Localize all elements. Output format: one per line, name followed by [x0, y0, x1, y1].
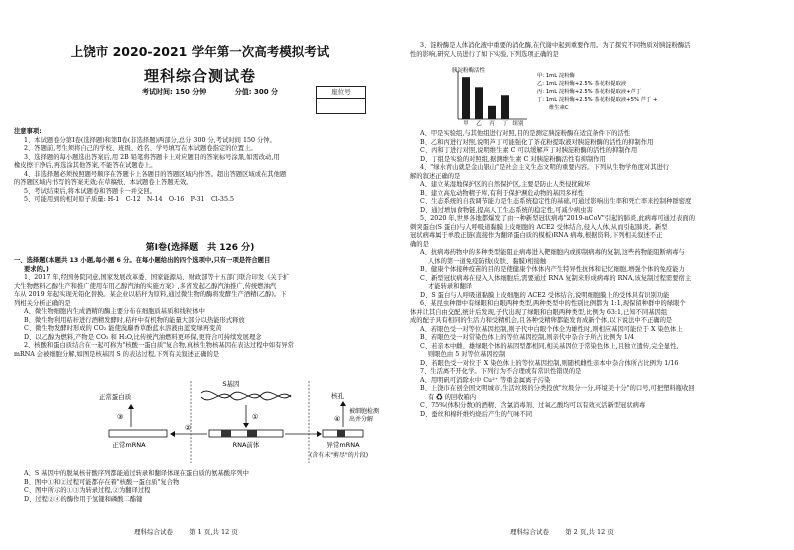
- legend-entry: 乙: 1mL 淀粉酶+2.5% 茶花粉提取液: [537, 81, 627, 87]
- answer-option: B、图中①和②过程可能都存在着"核酸一蛋白质"复合物: [24, 478, 180, 486]
- arrowhead-icon: [170, 431, 175, 437]
- question-text: 6、某昆虫种群中有绿眼和白眼两种类型,两种类型中的性别比例都为 1:1,现保留种群中的绿眼个: [420, 300, 686, 307]
- q2-options: [14, 470, 386, 504]
- bar-2: [488, 106, 496, 119]
- question-text: 车从 2019 年起实现无铅化替换。某企业以秸秆为原料,通过微生物的酶将发酵生产酒精(乙醇)。下: [14, 291, 287, 298]
- chart-ylabel: 胰淀粉酶活性: [452, 68, 486, 74]
- footer-page: 第 1 页,共 12 页: [189, 528, 238, 536]
- abnormal-segment: [337, 430, 345, 437]
- page-left: [14, 0, 386, 550]
- precursor-label: RNA前体: [232, 441, 260, 449]
- question-text: 2、核酸和蛋白质结合在一起可称为"核酸一蛋白质"复合物,真核生物核基因在表达过程中如有异常: [24, 342, 294, 349]
- answer-option: D、蚕丝和棉纤维灼烧后产生的气味不同: [420, 410, 533, 418]
- exam-subtitle: 理科综合测试卷: [143, 67, 256, 85]
- seat-number-box: [316, 86, 366, 114]
- answer-option: A、甲是实验组,与其他组进行对照,目的是测定胰淀粉酶在适宜条件下的活性: [420, 130, 631, 137]
- answer-option: D、以乙醇为燃料,产物是 CO₂ 和 H₂O,比传统汽油燃料更环保,更符合可持续发展理念: [24, 333, 262, 341]
- question-text: 7、生活离不开化学。下列行为不合理或有常识性错误的是: [420, 368, 582, 375]
- answer-option: C、75%(体积分数)的酒精、含氯消毒剂、过氧乙酸均可以有效灭活新型冠状病毒: [420, 402, 646, 409]
- answer-option-cont: 人体的第一道免疫防线(皮肤、黏膜)相接触: [428, 257, 547, 265]
- exam-meta: [142, 88, 304, 97]
- answer-option: B、若眼色受一对常染色体上的等位基因控制,则亲代中杂合子所占比例为 1/4: [420, 334, 634, 341]
- answer-option: B、上饶市在创全国文明城市,生活垃圾的分类投放"垃圾分一分,环境美十分"的口号,可把塑料瓶收回: [420, 385, 695, 392]
- category-label: 乙: [476, 121, 482, 127]
- note-item: 2、答题前,考生须将自己的学校、班级、姓名、学号填写在本试题卷指定的位置上。: [24, 145, 257, 152]
- step2-label: ②: [185, 424, 192, 432]
- question-text: 大生物燃料乙醇生产和推广使用车用乙醇汽油的实施方案》,多省发起乙醇汽油推广,传统燃油汽: [14, 282, 277, 290]
- legend-entry: 甲: 1mL 淀粉酶: [537, 73, 575, 79]
- answer-option: B、乙和丙进行对照,说明芦丁可能强化了茶花粉提取液对胰淀粉酶的活性的抑制作用: [420, 138, 654, 146]
- abnormal-mrna-label: 异常mRNA: [326, 441, 360, 449]
- rna-precursor-bar: [209, 430, 283, 437]
- question-text: 成的配子具有相同的生活力和受精机会,且各种受精卵都能发育成新个体,以下说法中不正确的是: [410, 317, 673, 324]
- step3-label: ③: [117, 413, 124, 421]
- exam-score: 分值: 300 分: [234, 88, 279, 96]
- notes-heading: 注意事项:: [14, 128, 42, 135]
- page-right: [410, 0, 782, 550]
- question-text: 4、"绿水青山就是金山银山"是社会主义生态文明的重要内容。下列从生物学角度对其进行: [420, 164, 670, 171]
- exam-time: 考试时间: 150 分钟: [142, 88, 207, 96]
- abnormal-note: (含有未"剪尽"的片段): [309, 452, 369, 459]
- footer-left: [134, 528, 238, 537]
- answer-option: B、建立高危动物精子库,有利于保护濒危动物的基因多样性: [420, 189, 585, 197]
- gene-label: S基因: [222, 380, 240, 388]
- answer-option: C、微生物发酵时形成的 CO₂ 能使溴麝香草酚蓝水溶液由蓝变绿再变黄: [24, 325, 222, 332]
- exam-title: 上饶市 2020-2021 学年第一次高考模拟考试: [70, 44, 330, 59]
- arrowhead-icon: [243, 423, 249, 428]
- answer-option: D、S 蛋白与人呼吸道黏膜上皮细胞的 ACE2 受体结合,说明细胞膜上的受体具有识别功能: [420, 291, 670, 299]
- part-one-title: 第Ⅰ卷(选择题 共 126 分): [145, 243, 255, 253]
- footer-page: 第 2 页,共 12 页: [565, 528, 614, 536]
- answer-option: C、图中所示的①③为转录过程,②为翻译过程: [24, 487, 151, 494]
- question-text: 解的叙述正确的是: [410, 172, 461, 180]
- seat-number-label: 座位号: [317, 87, 365, 99]
- enzyme-activity-chart: [450, 65, 660, 127]
- answer-option-cont: 才能转录和翻译: [428, 283, 473, 290]
- answer-option: B、健康个体接种疫苗的目的是使健康个体体内产生特异性抗体和记忆细胞,增强个体的免疫能力: [420, 266, 685, 273]
- footer-right: [510, 528, 614, 537]
- answer-option: D、过程②④的酶作用于氢键和磷酸二酯键: [24, 495, 143, 503]
- legend-entry-cont: 维生素C: [549, 105, 569, 111]
- step1-label: ①: [252, 413, 259, 421]
- q1-block: [14, 257, 386, 359]
- answer-option: B、微生物利用秸秆进行酒精发酵时,秸秆中有机物的能量大部分以热能形式释放: [24, 316, 245, 324]
- note-item: 4、非选择题必须按照题号顺序在答题卡上各题目的答题区域内作答。超出答题区域或在其他题: [24, 170, 287, 178]
- question-text: 冠状病毒属于单股正链(直接作为翻译蛋白质的模板)RNA 病毒,根据资料,下列相关叙述不正: [410, 232, 663, 239]
- category-label: 组别: [512, 121, 524, 127]
- normal-mrna-bar: [109, 430, 167, 437]
- answer-option: C、若亲本中雌、雄绿眼个体的基因型都相同,相关基因位于常染色体上,且独立遗传,完全显性,: [420, 342, 679, 350]
- bar-3: [501, 95, 509, 119]
- note-item: 5、可能用到的相对原子质量: H-1 C-12 N-14 O-16 P-31 Cl-35.5: [24, 196, 234, 203]
- question-text: 确的是: [410, 240, 429, 248]
- section-heading: 一、选择题(本题共 13 小题,每小题 6 分。在每小题给出的四个选项中,只有一项是符合题目: [14, 257, 271, 264]
- nuclear-pore-label: 核孔: [331, 392, 344, 400]
- answer-option: C、丙和丁进行对照,说明维生素 C 可以缓解芦丁对胰淀粉酶的活性的抑制作用: [420, 147, 638, 154]
- answer-option: A、抗病毒药物中的多种类型能阻止病毒进入靶细胞内或抑制病毒的复制,这些药物能阻断病毒与: [420, 249, 685, 256]
- question-text: mRNA 会被细胞分解,如图是核基因 S 的表达过程,下列有关叙述正确的是: [14, 350, 220, 358]
- question-text: 3、淀粉酶是人体消化液中重要的消化酶,在代谢中起到重要作用。为了探究不同物质对胰淀粉酶活: [420, 42, 691, 49]
- normal-protein-label: 正常蛋白质: [98, 393, 132, 401]
- answer-option: A、用明矾可消除水中 Cu²⁺ 等重金属离子污染: [420, 376, 551, 384]
- answer-option: C、生态系统的自我调节能力是生态系统稳定性的基础,可通过影响出生率和死亡率来控制种群密度: [420, 198, 692, 205]
- detect-label-1: 被细胞检测: [349, 408, 380, 415]
- footer-label: 理科综合试卷: [134, 528, 173, 536]
- notes-section: [14, 128, 386, 205]
- arrowhead-icon: [340, 401, 346, 406]
- step4-label: ④: [334, 415, 341, 423]
- question-text: 5、2020 年,世界各地都爆发了由一种新型冠状病毒"2019-nCoV"引起的肺炎,此病毒可通过表面的: [420, 215, 695, 222]
- note-item: 5、考试结束后,将本试题卷和答题卡一并交回。: [24, 187, 156, 195]
- question-text: 1、2017 年,经国务院同意,国家发展改革委、国家能源局、财政部等十五部门联合印发《关于扩: [24, 274, 290, 281]
- normal-mrna-label: 正常mRNA: [112, 441, 146, 449]
- answer-option: A、微生物细胞内生成酒精的酶主要分布在细胞质基质和线粒体中: [24, 308, 205, 315]
- answer-option: D、通过增加食物链,提高人工生态系统的稳定性,可减少病虫害: [420, 206, 593, 214]
- note-item: 1、本试题卷分第Ⅰ卷(选择题)和第Ⅱ卷(非选择题)两部分,总分 300 分,考试时间 150 分钟。: [24, 136, 276, 144]
- answer-option: D、丁组是实验的对照组,据测维生素 C 对胰淀粉酶活性有抑制作用: [420, 155, 606, 163]
- legend-entry: 丙: 1mL 淀粉酶+2.5% 茶花粉提取液+芦丁: [537, 89, 642, 95]
- gene-expression-diagram: [69, 377, 380, 469]
- note-item: 3、选择题的每小题选出答案后,用 2B 铅笔将答题卡上对应题目的答案标号涂黑,如需改动,用: [24, 153, 280, 161]
- legend-entry: 丁: 1mL 淀粉酶+2.5% 茶花粉提取液+5% 芦丁 +: [537, 97, 658, 103]
- arrowhead-icon: [317, 431, 322, 437]
- question-text: 体并让其自由交配,统计后发现,子代出现了绿眼和白眼两种类型,比例为 63:1,已知不同基因组: [410, 308, 668, 316]
- category-label: 丙: [489, 121, 495, 127]
- q3-options: [410, 130, 782, 419]
- question-text: 列相关分析正确的是: [14, 299, 71, 307]
- category-label: 甲: [463, 121, 469, 127]
- answer-option: C、新型冠状病毒在侵入人体细胞后,需要通过 RNA 复制来形成病毒的 RNA,该复制过程需要宿主: [420, 274, 692, 282]
- answer-option: A、S 基因中的脱氧核苷酸序列都能通过转录和翻译体现在蛋白质的氨基酸序列中: [24, 470, 249, 477]
- arrowhead-icon: [128, 404, 134, 409]
- bar-0: [462, 77, 470, 119]
- detect-label-2: 出并分解: [349, 416, 374, 423]
- answer-option: D、若眼色受一对位于 X 染色体上的等位基因控制,则随机雌性亲本中杂合体所占比例为 1/16: [420, 359, 679, 367]
- rna-segment: [221, 430, 231, 437]
- note-item: 橡皮擦干净后,再选涂其他答案,不能答在试题卷上。: [14, 162, 157, 169]
- answer-option-cont: 有 ♻ 的回收箱内: [428, 393, 477, 401]
- note-item: 的答题区域内书写的答案无效;在草稿纸、本试题卷上答题无效。: [14, 179, 193, 186]
- rna-segment: [247, 430, 257, 437]
- question-text: 性的影响,研究人员进行了如下实验,下列选项正确的是: [410, 50, 559, 58]
- section-heading-cont: 要求的。): [24, 265, 49, 273]
- answer-option: A、若眼色受一对等位基因控制,则子代中白眼个体全为雄性时,则相应基因可能位于 X 染色体上: [420, 325, 683, 333]
- question-text: 刺突蛋白(S 蛋白)与人呼吸道黏膜上皮细胞的 ACE2 受体结合,侵入人体,从而引起肺炎。新型: [410, 223, 668, 231]
- answer-option: A、建立某湿地保护区的自然保护区,主要是防止人类侵扰破坏: [420, 181, 591, 188]
- bar-1: [475, 87, 483, 119]
- category-label: 丁: [502, 121, 508, 127]
- footer-label: 理科综合试卷: [510, 528, 549, 536]
- q3-block: [410, 42, 782, 59]
- answer-option-cont: 则眼色由 5 对等位基因控制: [428, 351, 506, 358]
